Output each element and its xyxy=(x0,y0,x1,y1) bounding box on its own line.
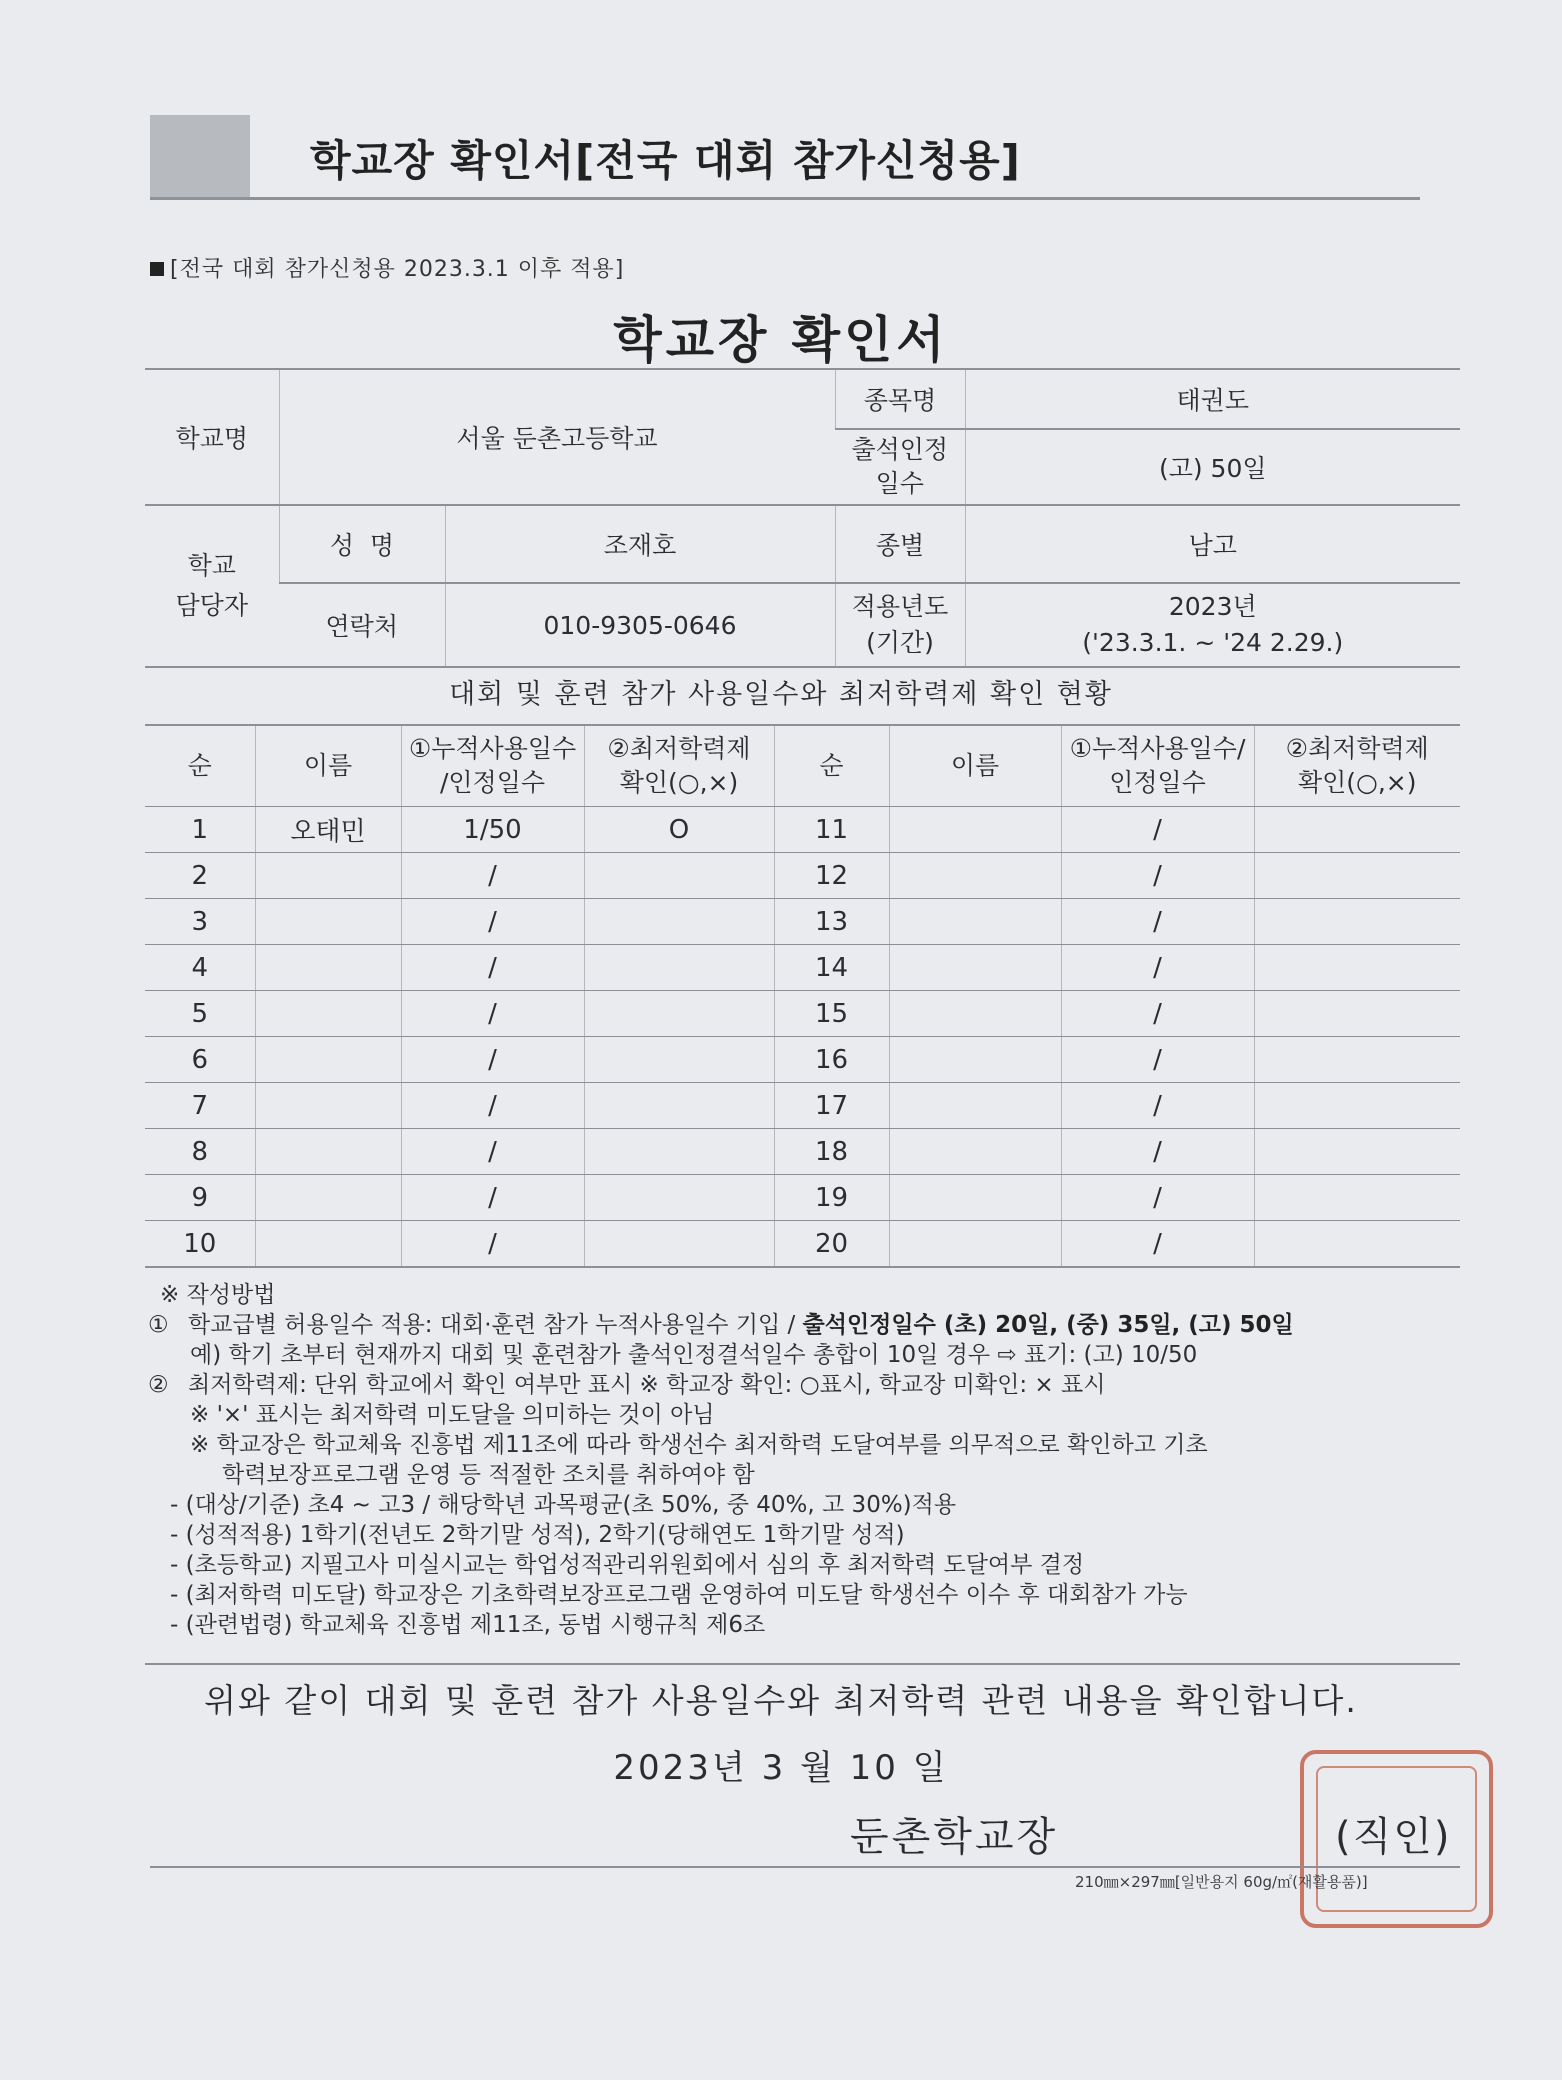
row-name xyxy=(889,1037,1061,1083)
table-row xyxy=(145,1083,1460,1129)
row-no: 18 xyxy=(774,1129,889,1175)
page-title: 학교장 확인서 xyxy=(613,311,949,369)
row-no: 3 xyxy=(145,899,255,945)
row-no: 13 xyxy=(774,899,889,945)
row-no: 7 xyxy=(145,1083,255,1129)
sub-note xyxy=(150,252,624,283)
table-row xyxy=(145,1175,1460,1221)
row-check xyxy=(584,853,774,899)
table-row xyxy=(145,1221,1460,1268)
row-days: / xyxy=(401,945,584,991)
row-no: 6 xyxy=(145,1037,255,1083)
notes-divider xyxy=(145,1663,1460,1665)
row-name xyxy=(889,1221,1061,1268)
row-days: / xyxy=(401,1037,584,1083)
name-value: 조재호 xyxy=(445,505,835,583)
row-days: / xyxy=(401,1083,584,1129)
row-name xyxy=(889,853,1061,899)
sign-date: 2023년 3 월 10 일 xyxy=(613,1748,949,1788)
sub-note-text: [전국 대회 참가신청용 2023.3.1 이후 적용] xyxy=(170,257,625,282)
row-days: / xyxy=(401,991,584,1037)
row-days: / xyxy=(1061,1083,1254,1129)
col-name-right: 이름 xyxy=(889,725,1061,807)
row-days: / xyxy=(1061,853,1254,899)
row-check xyxy=(584,945,774,991)
row-check xyxy=(1254,991,1460,1037)
notes-heading: ※ 작성방법 xyxy=(160,1282,276,1308)
row-check xyxy=(1254,807,1460,853)
row-days: / xyxy=(401,853,584,899)
note-dash-5: - (관련법령) 학교체육 진흥법 제11조, 동법 시행규칙 제6조 xyxy=(170,1612,766,1638)
row-no: 20 xyxy=(774,1221,889,1268)
event-value: 태권도 xyxy=(965,369,1460,429)
row-name xyxy=(255,991,401,1037)
row-days: / xyxy=(1061,807,1254,853)
row-check xyxy=(1254,1129,1460,1175)
paper-size-note: 210㎜×297㎜[일반용지 60g/㎡(재활용품)] xyxy=(1075,1873,1368,1891)
row-check xyxy=(1254,1083,1460,1129)
row-check xyxy=(584,1175,774,1221)
principal-name: 둔촌학교장 xyxy=(850,1814,1059,1860)
row-days: / xyxy=(1061,1037,1254,1083)
table-row xyxy=(145,945,1460,991)
row-days: / xyxy=(1061,945,1254,991)
row-name xyxy=(889,1083,1061,1129)
note-item-1 xyxy=(150,1310,1460,1340)
note-item-1-bold: 출석인정일수 (초) 20일, (중) 35일, (고) 50일 xyxy=(802,1312,1294,1338)
name-label: 성 명 xyxy=(279,505,445,583)
row-name xyxy=(889,945,1061,991)
row-no: 9 xyxy=(145,1175,255,1221)
note-item-1-text: 학교급별 허용일수 적용: 대회·훈련 참가 누적사용일수 기입 / xyxy=(188,1312,803,1338)
row-days: / xyxy=(1061,1175,1254,1221)
row-check xyxy=(584,1221,774,1268)
col-days-left: ①누적사용일수 /인정일수 xyxy=(401,725,584,807)
row-no: 4 xyxy=(145,945,255,991)
year-label: 적용년도 (기간) xyxy=(835,583,965,667)
row-name xyxy=(255,1221,401,1268)
bottom-divider xyxy=(150,1866,1460,1868)
school-label: 학교명 xyxy=(145,369,279,505)
seal-label: (직인) xyxy=(1335,1814,1452,1860)
row-name: 오태민 xyxy=(255,807,401,853)
col-no-right: 순 xyxy=(774,725,889,807)
table-row xyxy=(145,853,1460,899)
row-days: / xyxy=(401,1221,584,1268)
row-days: / xyxy=(1061,1129,1254,1175)
row-days: 1/50 xyxy=(401,807,584,853)
row-check: O xyxy=(584,807,774,853)
table-row xyxy=(145,899,1460,945)
table-row xyxy=(145,807,1460,853)
row-check xyxy=(1254,1221,1460,1268)
confirm-text: 위와 같이 대회 및 훈련 참가 사용일수와 최저학력 관련 내용을 확인합니다. xyxy=(204,1681,1358,1720)
manager-label: 학교 담당자 xyxy=(145,505,279,667)
row-no: 14 xyxy=(774,945,889,991)
row-name xyxy=(889,807,1061,853)
row-name xyxy=(255,1175,401,1221)
status-title: 대회 및 훈련 참가 사용일수와 최저학력제 확인 현황 xyxy=(449,679,1113,710)
note-dash-4: - (최저학력 미도달) 학교장은 기초학력보장프로그램 운영하여 미도달 학생선수 이수 후 대회참가 가능 xyxy=(170,1582,1188,1608)
row-no: 19 xyxy=(774,1175,889,1221)
row-no: 10 xyxy=(145,1221,255,1268)
row-no: 5 xyxy=(145,991,255,1037)
note-dash-2: - (성적적용) 1학기(전년도 2학기말 성적), 2학기(당해연도 1학기말 성적) xyxy=(170,1522,905,1548)
table-header-row xyxy=(145,725,1460,807)
row-check xyxy=(1254,899,1460,945)
col-check-right: ②최저학력제 확인(○,×) xyxy=(1254,725,1460,807)
writing-notes xyxy=(150,1280,1460,1640)
row-check xyxy=(1254,1175,1460,1221)
circle-1-icon: ① xyxy=(148,1312,169,1338)
note-item-2 xyxy=(150,1370,1460,1400)
table-row xyxy=(145,1037,1460,1083)
row-name xyxy=(255,1129,401,1175)
info-table xyxy=(145,368,1460,668)
header-gray-box xyxy=(150,115,250,197)
row-name xyxy=(255,853,401,899)
row-no: 2 xyxy=(145,853,255,899)
row-name xyxy=(889,1129,1061,1175)
row-days: / xyxy=(401,1129,584,1175)
row-name xyxy=(255,945,401,991)
note-dash-3: - (초등학교) 지필고사 미실시교는 학업성적관리위원회에서 심의 후 최저학력 도달여부 결정 xyxy=(170,1552,1085,1578)
note-item-2-sub1: ※ '×' 표시는 최저학력 미도달을 의미하는 것이 아님 xyxy=(190,1402,715,1428)
row-check xyxy=(584,991,774,1037)
period-value: ('23.3.1. ~ '24 2.29.) xyxy=(1082,628,1344,657)
attendance-label: 출석인정 일수 xyxy=(835,429,965,505)
row-no: 1 xyxy=(145,807,255,853)
row-name xyxy=(889,899,1061,945)
note-item-2-sub2b: 학력보장프로그램 운영 등 적절한 조치를 취하여야 함 xyxy=(222,1462,755,1488)
row-name xyxy=(255,899,401,945)
row-no: 8 xyxy=(145,1129,255,1175)
row-name xyxy=(889,1175,1061,1221)
col-no-left: 순 xyxy=(145,725,255,807)
note-item-2-sub2: ※ 학교장은 학교체육 진흥법 제11조에 따라 학생선수 최저학력 도달여부를 의무적으로 확인하고 기초 xyxy=(190,1432,1208,1458)
contact-value: 010-9305-0646 xyxy=(445,583,835,667)
row-days: / xyxy=(401,899,584,945)
row-check xyxy=(1254,853,1460,899)
category-label: 종별 xyxy=(835,505,965,583)
col-days-right: ①누적사용일수/ 인정일수 xyxy=(1061,725,1254,807)
row-days: / xyxy=(1061,1221,1254,1268)
col-name-left: 이름 xyxy=(255,725,401,807)
row-no: 16 xyxy=(774,1037,889,1083)
col-check-left: ②최저학력제 확인(○,×) xyxy=(584,725,774,807)
row-no: 15 xyxy=(774,991,889,1037)
row-no: 17 xyxy=(774,1083,889,1129)
header-divider xyxy=(150,197,1420,200)
header-title: 학교장 확인서[전국 대회 참가신청용] xyxy=(310,136,1021,185)
status-table xyxy=(145,724,1460,1268)
school-name: 서울 둔촌고등학교 xyxy=(279,369,835,505)
row-check xyxy=(584,1129,774,1175)
row-name xyxy=(889,991,1061,1037)
category-value: 남고 xyxy=(965,505,1460,583)
attendance-value: (고) 50일 xyxy=(965,429,1460,505)
row-check xyxy=(584,1037,774,1083)
table-row xyxy=(145,1129,1460,1175)
circle-2-icon: ② xyxy=(148,1372,169,1398)
table-row xyxy=(145,991,1460,1037)
row-name xyxy=(255,1083,401,1129)
row-days: / xyxy=(401,1175,584,1221)
event-label: 종목명 xyxy=(835,369,965,429)
year-value: 2023년 xyxy=(1168,592,1257,621)
row-check xyxy=(1254,1037,1460,1083)
row-check xyxy=(1254,945,1460,991)
row-days: / xyxy=(1061,991,1254,1037)
row-check xyxy=(584,899,774,945)
row-name xyxy=(255,1037,401,1083)
note-item-1-example: 예) 학기 초부터 현재까지 대회 및 훈련참가 출석인정결석일수 총합이 10일 경우 ⇨ 표기: (고) 10/50 xyxy=(190,1342,1198,1368)
square-bullet-icon xyxy=(150,262,164,276)
note-item-2-text: 최저학력제: 단위 학교에서 확인 여부만 표시 ※ 학교장 확인: ○표시, 학교장 미확인: × 표시 xyxy=(188,1372,1106,1398)
row-days: / xyxy=(1061,899,1254,945)
row-no: 12 xyxy=(774,853,889,899)
row-no: 11 xyxy=(774,807,889,853)
contact-label: 연락처 xyxy=(279,583,445,667)
year-cell xyxy=(965,583,1460,667)
row-check xyxy=(584,1083,774,1129)
note-dash-1: - (대상/기준) 초4 ~ 고3 / 해당학년 과목평균(초 50%, 중 40%, 고 30%)적용 xyxy=(170,1492,957,1518)
